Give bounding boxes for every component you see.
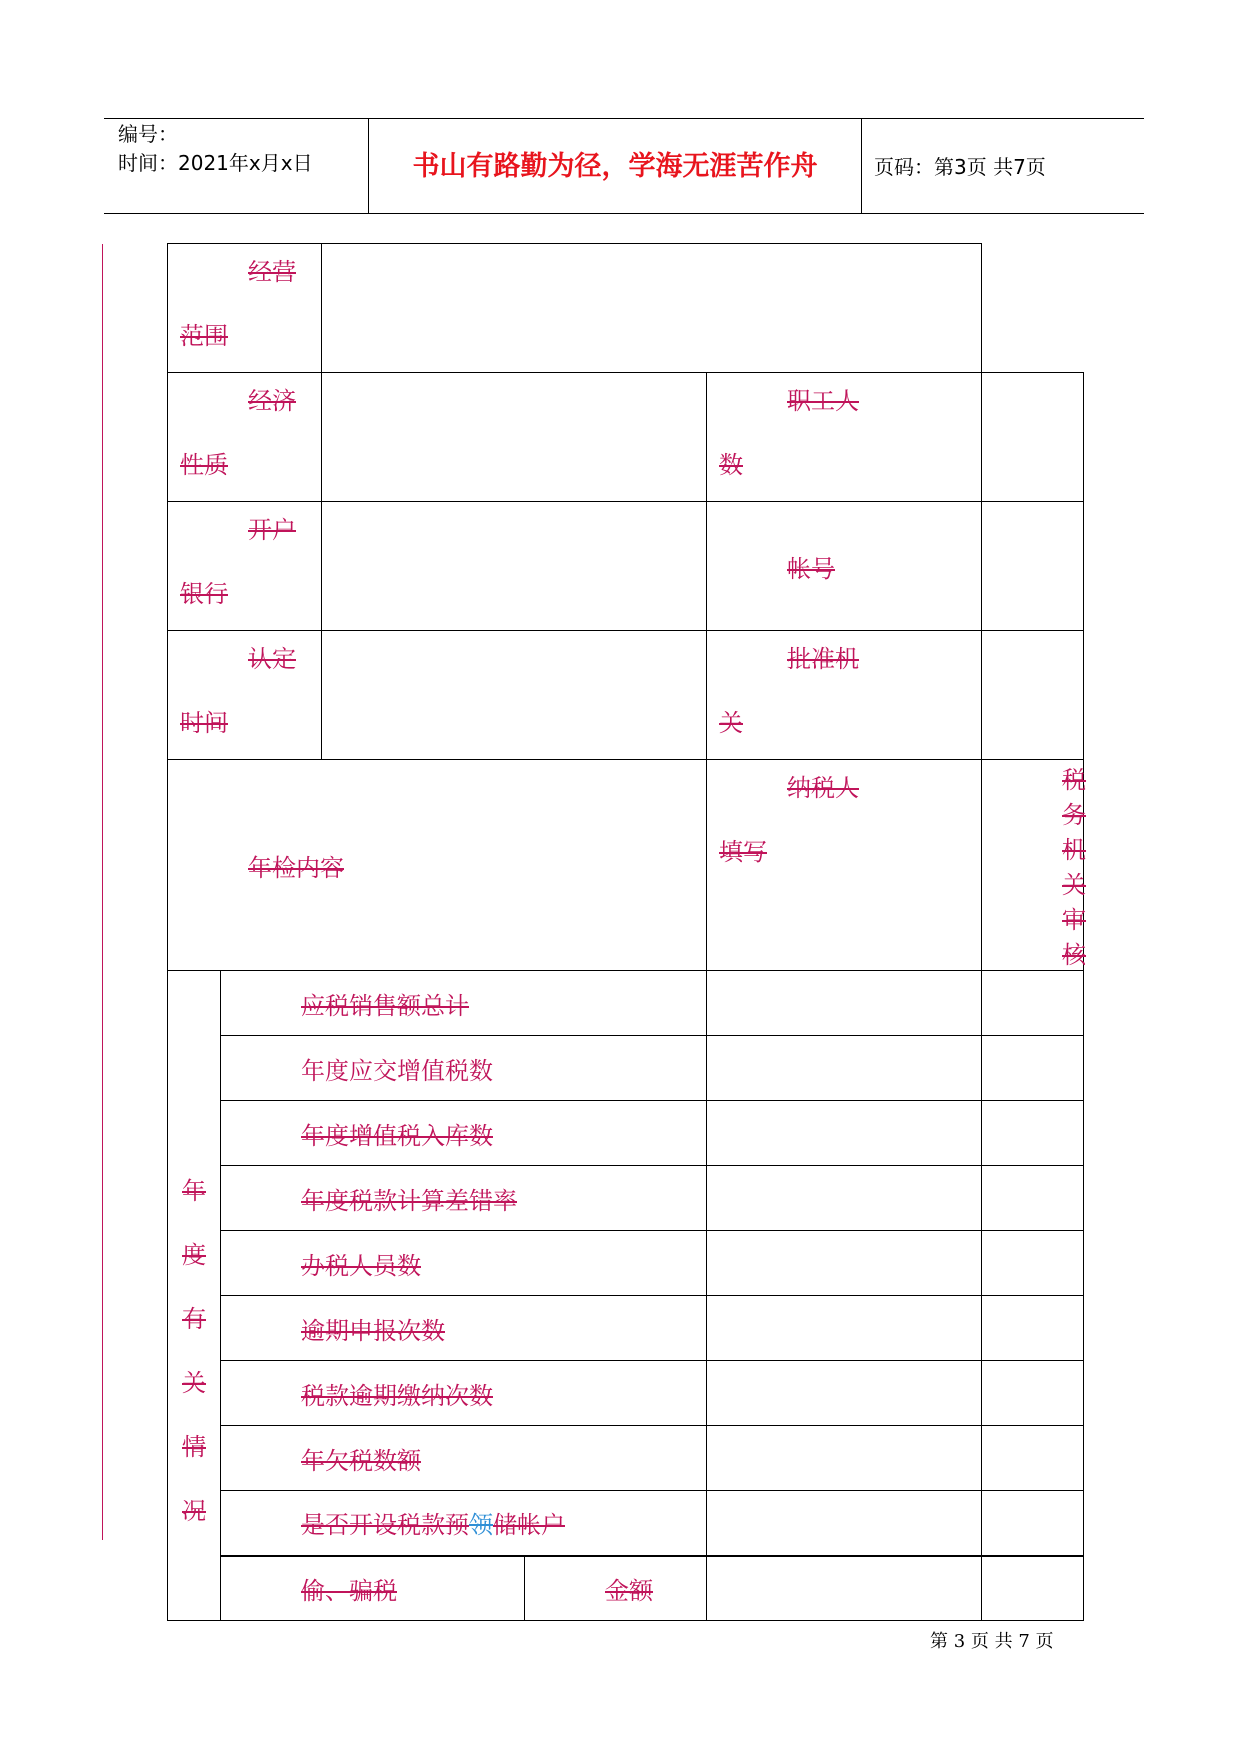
item-label: 年度应交增值税数 bbox=[301, 1056, 493, 1085]
inspection-content-label: 年检内容 bbox=[248, 853, 344, 882]
item-label: 办税人员数 bbox=[301, 1251, 421, 1280]
footer-page-number: 第 3 页 共 7 页 bbox=[930, 1631, 1054, 1652]
taxpayer-value-cell[interactable] bbox=[707, 1036, 982, 1101]
item-row bbox=[168, 1036, 1084, 1101]
taxpayer-value-cell[interactable] bbox=[707, 1296, 982, 1361]
item-label: 逾期申报次数 bbox=[301, 1316, 445, 1345]
taxpayer-value-cell[interactable] bbox=[707, 971, 982, 1036]
approval-org-label-line1: 批准机 bbox=[787, 645, 859, 673]
item-row bbox=[168, 971, 1084, 1036]
row-approved-time bbox=[168, 631, 1084, 760]
item-label-cell bbox=[221, 1166, 707, 1231]
item-row-fraud bbox=[168, 1556, 1084, 1621]
page-label: 页码：第3页 共7页 bbox=[874, 155, 1046, 179]
approved-time-label-cell bbox=[168, 631, 322, 760]
staff-count-label-line1: 职工人 bbox=[787, 387, 859, 415]
taxpayer-value-cell[interactable] bbox=[707, 1556, 982, 1621]
review-value-cell[interactable] bbox=[982, 1166, 1084, 1231]
item-label-part: 是否开设税款预 bbox=[301, 1511, 469, 1540]
review-value-cell[interactable] bbox=[982, 1361, 1084, 1426]
taxpayer-value-cell[interactable] bbox=[707, 1101, 982, 1166]
item-row bbox=[168, 1491, 1084, 1556]
taxpayer-fill-line1: 纳税人 bbox=[787, 774, 859, 802]
bank-value-cell[interactable] bbox=[322, 502, 707, 631]
taxpayer-fill-line2: 填写 bbox=[719, 838, 767, 866]
business-scope-label-line1: 经营 bbox=[248, 258, 296, 286]
business-scope-label-cell bbox=[168, 244, 322, 373]
econ-nature-label-cell bbox=[168, 373, 322, 502]
header-top-rule bbox=[104, 118, 1144, 119]
item-label: 年度增值税入库数 bbox=[301, 1121, 493, 1150]
annual-char: 情 bbox=[182, 1432, 206, 1461]
review-value-cell[interactable] bbox=[982, 971, 1084, 1036]
motto-title: 书山有路勤为径，学海无涯苦作舟 bbox=[412, 151, 818, 182]
tax-office-review-label: 税务机关审核 bbox=[1062, 766, 1087, 969]
item-label-cell bbox=[221, 1296, 707, 1361]
revision-bar bbox=[102, 244, 103, 1540]
review-value-cell[interactable] bbox=[982, 1426, 1084, 1491]
review-value-cell[interactable] bbox=[982, 1036, 1084, 1101]
taxpayer-value-cell[interactable] bbox=[707, 1491, 982, 1556]
approved-time-label-line2: 时间 bbox=[180, 709, 228, 737]
item-label: 年度税款计算差错率 bbox=[301, 1186, 517, 1215]
taxpayer-value-cell[interactable] bbox=[707, 1166, 982, 1231]
annual-char: 况 bbox=[182, 1496, 206, 1525]
approval-org-value-cell[interactable] bbox=[982, 631, 1084, 760]
annual-char: 有 bbox=[182, 1304, 206, 1333]
bank-label-line1: 开户 bbox=[248, 516, 296, 544]
item-label-cell bbox=[221, 1361, 707, 1426]
item-label: 年欠税数额 bbox=[301, 1446, 421, 1475]
time-label: 时间：2021年x月x日 bbox=[118, 151, 313, 175]
account-label: 帐号 bbox=[787, 554, 835, 583]
fraud-label: 偷、骗税 bbox=[301, 1576, 397, 1605]
staff-count-value-cell[interactable] bbox=[982, 373, 1084, 502]
amount-label: 金额 bbox=[605, 1576, 653, 1605]
econ-nature-label-line1: 经济 bbox=[248, 387, 296, 415]
amount-label-cell bbox=[525, 1556, 707, 1621]
fraud-label-cell bbox=[221, 1556, 525, 1621]
annual-char: 关 bbox=[182, 1368, 206, 1397]
item-row bbox=[168, 1101, 1084, 1166]
row-section-header bbox=[168, 760, 1084, 971]
taxpayer-fill-cell bbox=[707, 760, 982, 971]
item-row bbox=[168, 1166, 1084, 1231]
approval-org-label-cell bbox=[707, 631, 982, 760]
review-value-cell[interactable] bbox=[982, 1296, 1084, 1361]
item-row bbox=[168, 1296, 1084, 1361]
item-label-part: 储帐户 bbox=[493, 1511, 565, 1540]
review-value-cell[interactable] bbox=[982, 1231, 1084, 1296]
item-label-cell bbox=[221, 1101, 707, 1166]
account-value-cell[interactable] bbox=[982, 502, 1084, 631]
staff-count-label-line2: 数 bbox=[719, 451, 743, 479]
econ-nature-value-cell[interactable] bbox=[322, 373, 707, 502]
item-label-cell bbox=[221, 971, 707, 1036]
review-value-cell[interactable] bbox=[982, 1556, 1084, 1621]
item-label-cell bbox=[221, 1491, 707, 1556]
header-divider-left bbox=[368, 118, 369, 214]
item-label: 应税销售额总计 bbox=[301, 991, 469, 1020]
item-label-highlight: 领 bbox=[469, 1511, 493, 1540]
taxpayer-value-cell[interactable] bbox=[707, 1361, 982, 1426]
inspection-content-cell bbox=[168, 760, 707, 971]
approved-time-value-cell[interactable] bbox=[322, 631, 707, 760]
bank-label-cell bbox=[168, 502, 322, 631]
approved-time-label-line1: 认定 bbox=[248, 645, 296, 673]
tax-office-review-cell bbox=[982, 760, 1087, 971]
annual-section-label bbox=[168, 971, 221, 1621]
inspection-form-table bbox=[167, 243, 1087, 1621]
staff-count-label-cell bbox=[707, 373, 982, 502]
header-divider-right bbox=[861, 118, 862, 214]
account-label-cell bbox=[707, 502, 982, 631]
item-label-cell bbox=[221, 1036, 707, 1101]
row-business-scope bbox=[168, 244, 1084, 373]
approval-org-label-line2: 关 bbox=[719, 709, 743, 737]
econ-nature-label-line2: 性质 bbox=[180, 451, 228, 479]
item-row bbox=[168, 1426, 1084, 1491]
item-row bbox=[168, 1231, 1084, 1296]
item-row bbox=[168, 1361, 1084, 1426]
item-label-cell bbox=[221, 1231, 707, 1296]
serial-label: 编号： bbox=[118, 122, 178, 146]
row-bank bbox=[168, 502, 1084, 631]
header-bottom-rule bbox=[104, 213, 1144, 214]
taxpayer-value-cell[interactable] bbox=[707, 1231, 982, 1296]
item-label: 税款逾期缴纳次数 bbox=[301, 1381, 493, 1410]
bank-label-line2: 银行 bbox=[180, 580, 228, 608]
review-value-cell[interactable] bbox=[982, 1491, 1084, 1556]
business-scope-value-cell[interactable] bbox=[322, 244, 982, 373]
annual-char: 年 bbox=[182, 1176, 206, 1205]
item-label-cell bbox=[221, 1426, 707, 1491]
annual-char: 度 bbox=[182, 1240, 206, 1269]
taxpayer-value-cell[interactable] bbox=[707, 1426, 982, 1491]
row-econ-nature bbox=[168, 373, 1084, 502]
review-value-cell[interactable] bbox=[982, 1101, 1084, 1166]
business-scope-label-line2: 范围 bbox=[180, 322, 228, 350]
